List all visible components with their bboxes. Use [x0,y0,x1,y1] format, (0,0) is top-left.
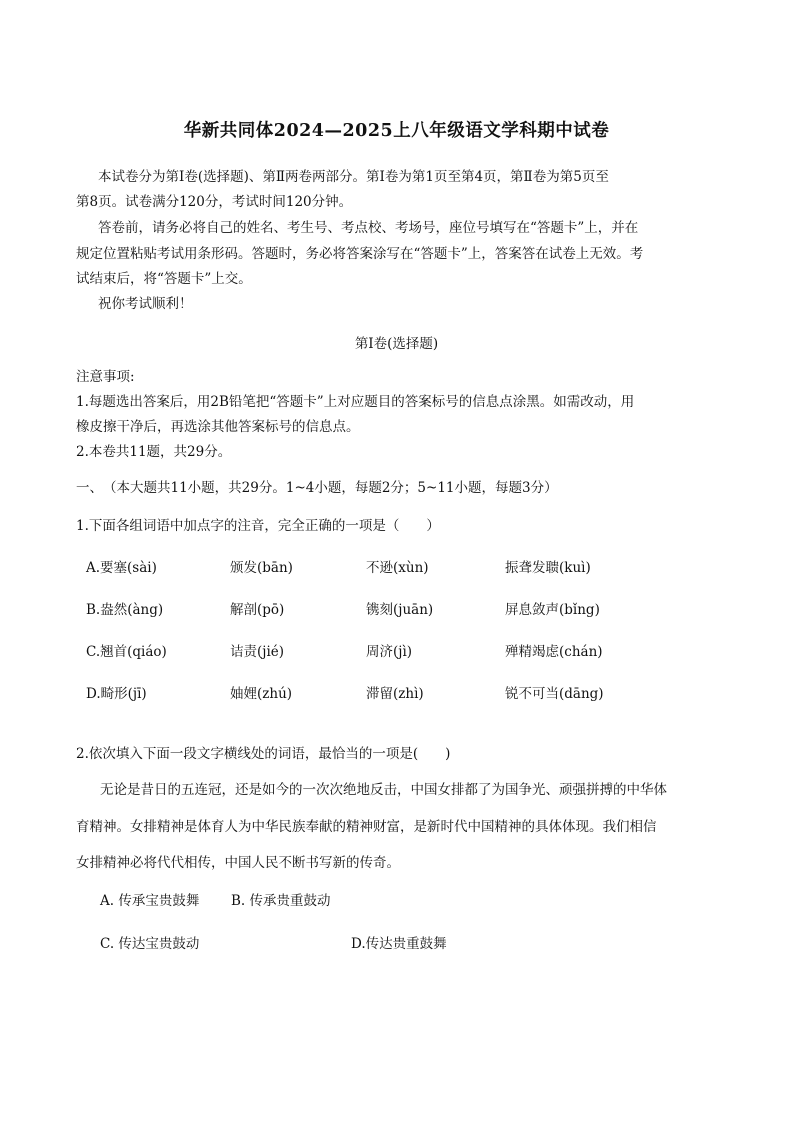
note-2: 2.本卷共11题，共29分。 [76,444,232,460]
intro-wish: 祝你考试顺利！ [98,296,193,312]
intro-paragraph-1-line-1: 本试卷分为第Ⅰ卷(选择题)、第Ⅱ两卷两部分。第Ⅰ卷为第1页至第4页，第Ⅱ卷为第5页至 [98,169,609,185]
q1-option-b-4: 屏息敛声(bǐng) [505,602,600,618]
intro-paragraph-2-line-3: 试结束后，将“答题卡”上交。 [76,271,252,287]
q1-option-d-3: 滞留(zhì) [366,686,424,702]
intro-paragraph-2-line-2: 规定位置粘贴考试用条形码。答题时，务必将答案涂写在“答题卡”上，答案答在试卷上无效。考 [76,246,644,262]
q1-option-c-2: 诘责(jié) [230,644,285,660]
q1-option-b-2: 解剖(pō) [230,602,285,618]
q1-option-c-4: 殚精竭虑(chán) [505,644,603,660]
question-2-stem: 2.依次填入下面一段文字横线处的词语，最恰当的一项是( ) [76,746,451,762]
intro-paragraph-1-line-2: 第8页。试卷满分120分，考试时间120分钟。 [76,194,353,210]
q2-passage-line-3: 女排精神必将代代相传，中国人民不断书写新的传奇。 [76,855,400,871]
note-1-line-2: 橡皮擦干净后，再选涂其他答案标号的信息点。 [76,419,360,435]
q1-option-a-3: 不逊(xùn) [366,560,429,576]
q2-passage-line-1: 无论是昔日的五连冠，还是如今的一次次绝地反击，中国女排都了为国争光、顽强拼搏的中华体 [100,782,667,798]
note-1-line-1: 1.每题选出答案后，用2B铅笔把“答题卡”上对应题目的答案标号的信息点涂黑。如需改动，用 [76,394,635,410]
section-title: 第Ⅰ卷(选择题) [354,336,439,352]
q2-option-b: B. 传承贵重鼓动 [231,893,331,909]
q1-option-a-2: 颁发(bān) [230,560,293,576]
q2-passage-line-2: 育精神。女排精神是体育人为中华民族奉献的精神财富，是新时代中国精神的具体体现。我们相信 [76,819,657,835]
q1-option-d-2: 妯娌(zhú) [230,686,293,702]
part-one-heading: 一、 （本大题共11小题，共29分。1~4小题，每题2分；5~11小题，每题3分） [76,480,558,496]
exam-title: 华新共同体2024—2025上八年级语文学科期中试卷 [183,121,610,141]
q1-option-b-1: B.盎然(àng) [86,602,164,618]
q2-option-c: C. 传达宝贵鼓动 [100,936,200,952]
intro-paragraph-2-line-1: 答卷前，请务必将自己的姓名、考生号、考点校、考场号，座位号填写在“答题卡”上，并在 [98,220,639,236]
q1-option-d-4: 锐不可当(dāng) [505,686,604,702]
q1-option-c-3: 周济(jì) [366,644,413,660]
q2-option-d: D.传达贵重鼓舞 [351,936,447,952]
q1-option-d-1: D.畸形(jī) [86,686,147,702]
q1-option-b-3: 镌刻(juān) [366,602,434,618]
q1-option-a-1: A.要塞(sài) [86,560,157,576]
q2-option-a: A. 传承宝贵鼓舞 [100,893,200,909]
q1-option-c-1: C.翘首(qiáo) [86,644,167,660]
q1-option-a-4: 振聋发聩(kuì) [505,560,591,576]
question-1-stem: 1.下面各组词语中加点字的注音，完全正确的一项是（ ） [76,518,440,534]
notes-heading: 注意事项: [76,369,135,385]
